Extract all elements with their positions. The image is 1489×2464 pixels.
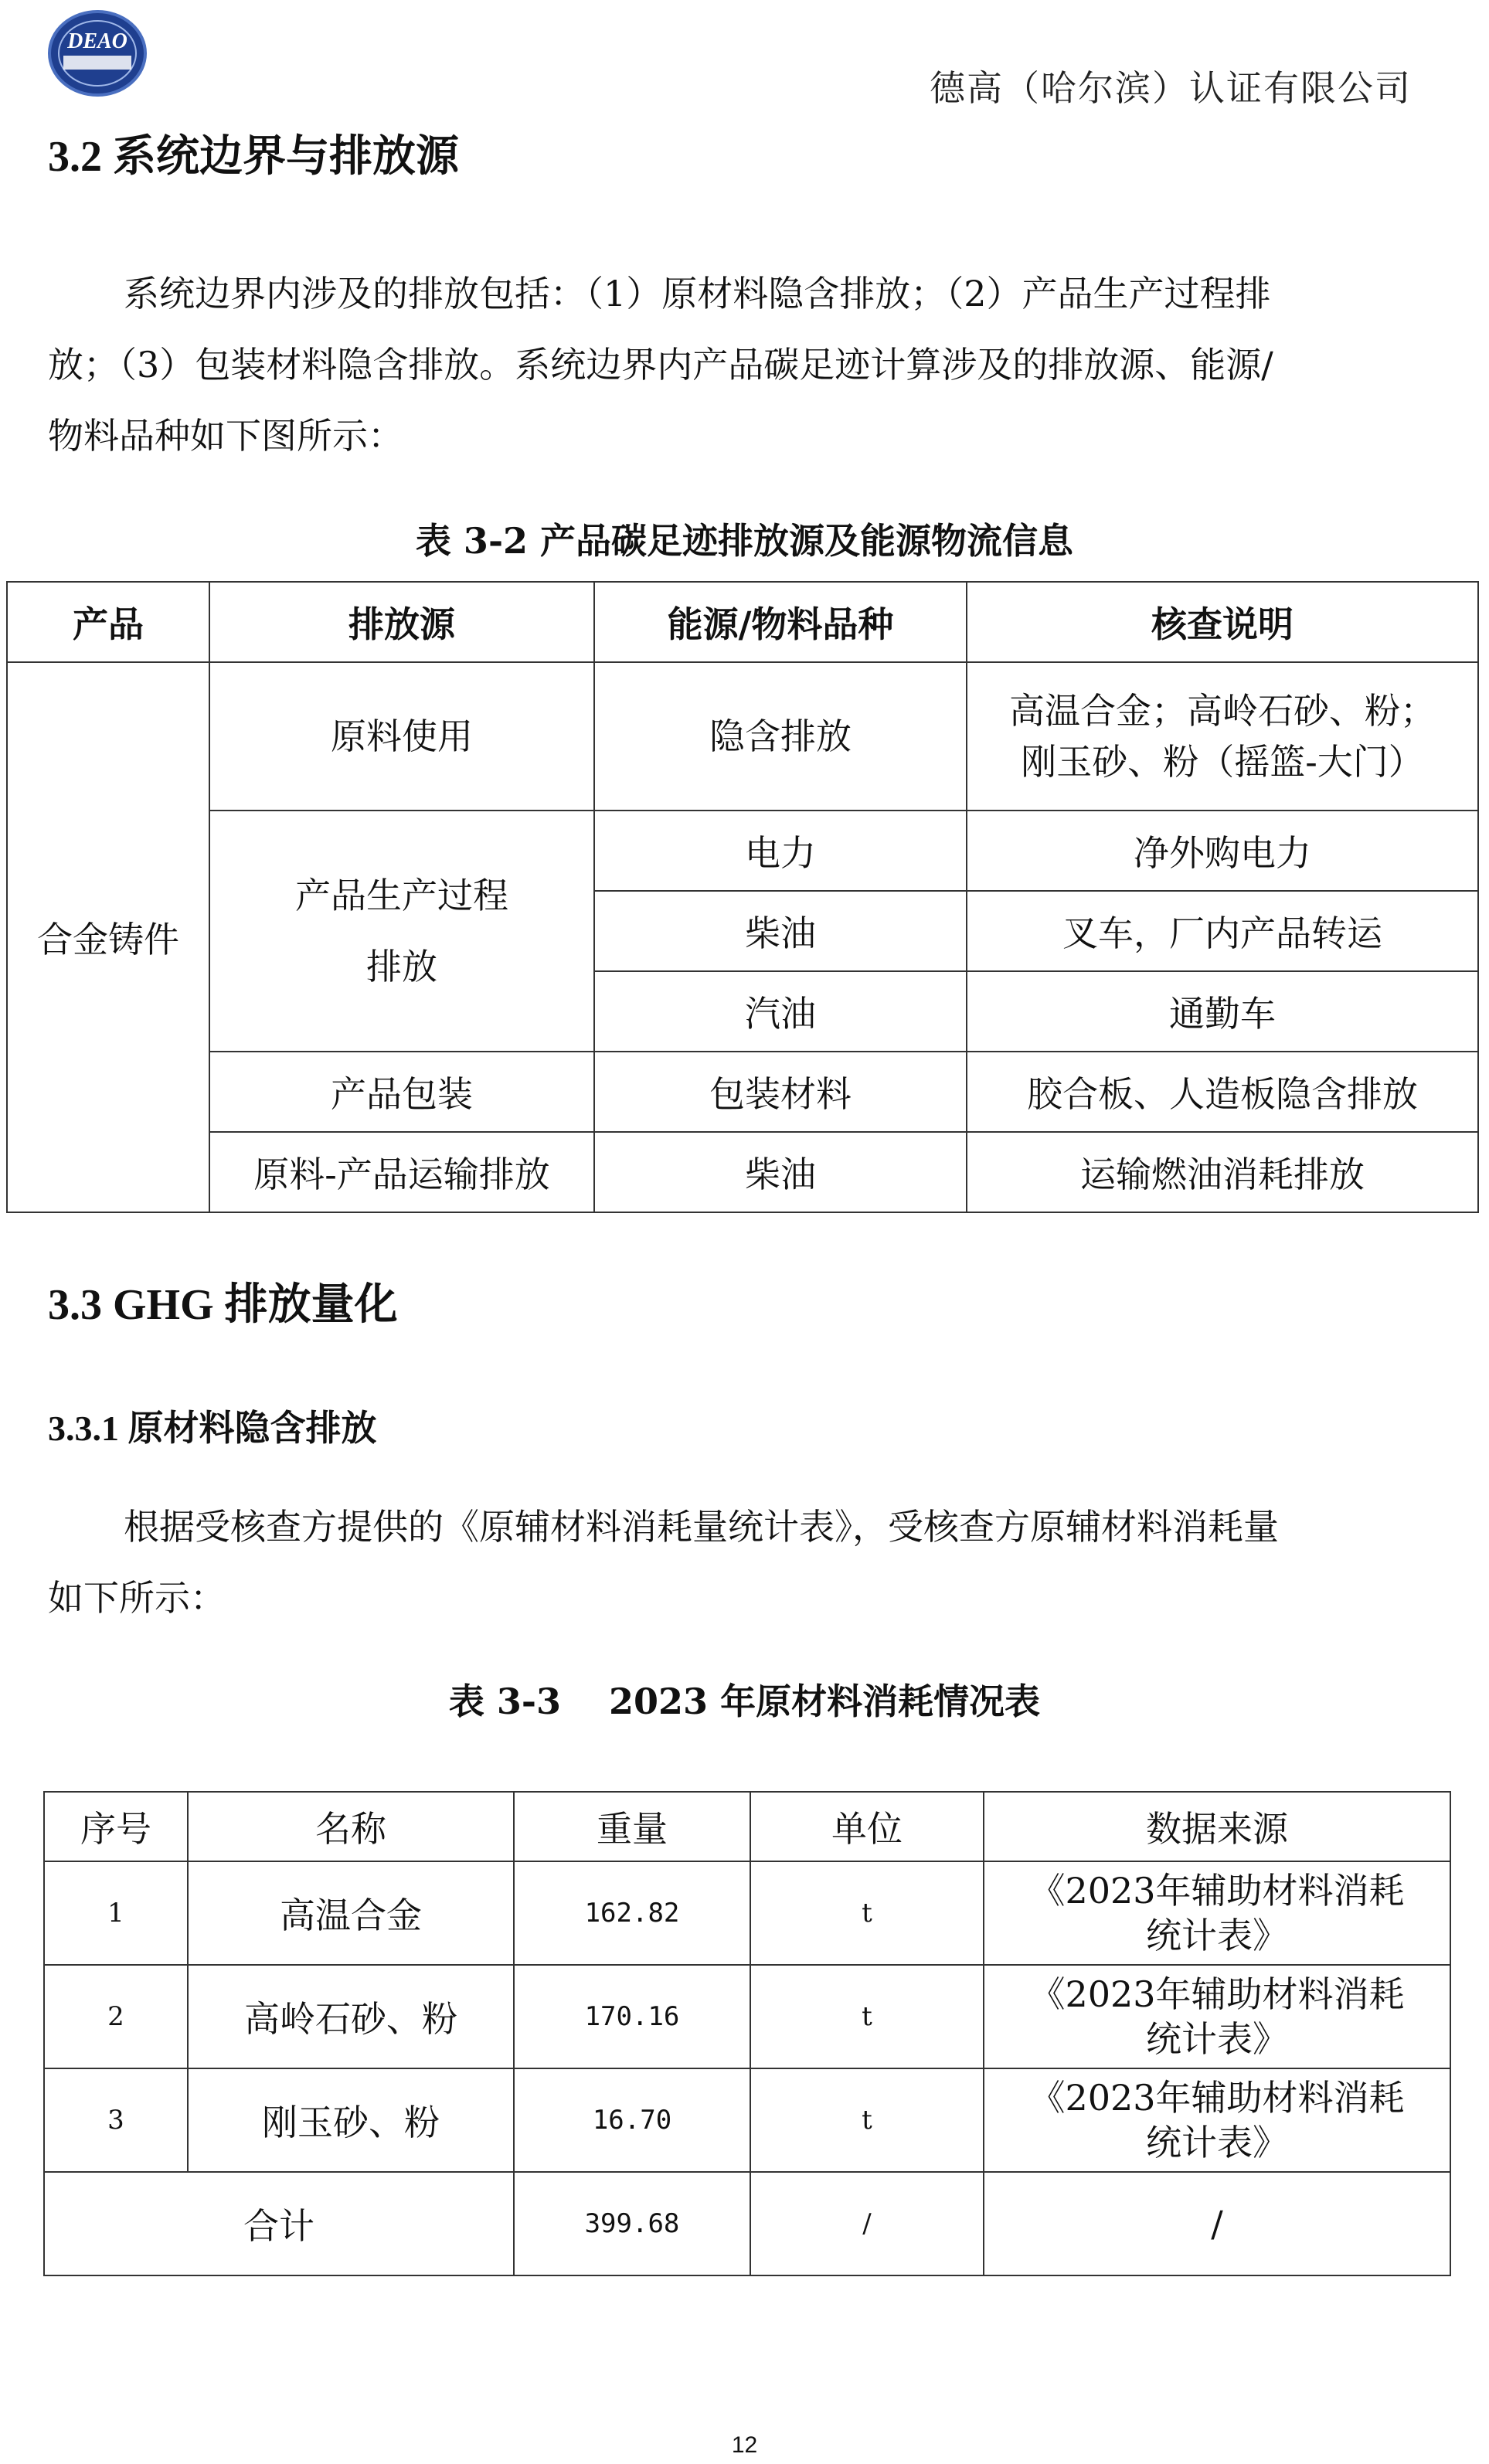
header-cell: 单位 (750, 1792, 984, 1861)
table-row (44, 1965, 1450, 2068)
logo-text: DEAO (67, 29, 127, 53)
section-title-3-2: 3.2 系统边界与排放源 (48, 133, 459, 181)
note-cell: 运输燃油消耗排放 (967, 1132, 1478, 1212)
unit-cell: t (750, 2068, 984, 2172)
energy-cell: 柴油 (594, 1132, 967, 1212)
total-source-cell: / (984, 2172, 1450, 2275)
emission-source-table (6, 581, 1479, 1213)
energy-cell: 电力 (594, 811, 967, 891)
table-header-row (7, 582, 1478, 662)
row-number-cell: 1 (44, 1861, 188, 1965)
weight-cell: 16.70 (514, 2068, 750, 2172)
table-caption-3-3: 表 3-3 2023 年原材料消耗情况表 (448, 1681, 1041, 1722)
material-name-cell: 高岭石砂、粉 (188, 1965, 514, 2068)
total-label-cell: 合计 (44, 2172, 514, 2275)
paragraph-line: 根据受核查方提供的《原辅材料消耗量统计表》，受核查方原辅材料消耗量 (124, 1506, 1279, 1548)
paragraph-line: 物料品种如下图所示： (48, 415, 403, 457)
table-row (44, 2068, 1450, 2172)
unit-cell: t (750, 1965, 984, 2068)
source-line: 《2023年辅助材料消耗 (1029, 1870, 1405, 1912)
source-line: 产品生产过程 (295, 875, 508, 916)
subsection-title-3-3-1: 3.3.1 原材料隐含排放 (48, 1409, 377, 1448)
paragraph-line: 系统边界内涉及的排放包括：（1）原材料隐含排放；（2）产品生产过程排 (124, 273, 1271, 314)
product-cell: 合金铸件 (7, 662, 209, 1212)
energy-cell: 汽油 (594, 971, 967, 1052)
source-cell: 原料使用 (209, 662, 594, 811)
source-line: 统计表》 (1146, 1915, 1288, 1956)
data-source-cell (984, 2068, 1450, 2172)
paragraph-line: 如下所示： (48, 1577, 226, 1619)
total-unit-cell: / (750, 2172, 984, 2275)
section-title-3-3: 3.3 GHG 排放量化 (48, 1281, 398, 1329)
source-line: 统计表》 (1146, 2122, 1288, 2163)
source-cell: 产品包装 (209, 1052, 594, 1132)
source-cell (209, 811, 594, 1052)
energy-cell: 隐含排放 (594, 662, 967, 811)
header-cell: 产品 (7, 582, 209, 662)
table-row (7, 811, 1478, 891)
note-line: 高温合金；高岭石砂、粉； (1009, 690, 1436, 732)
source-line: 排放 (366, 946, 437, 987)
row-number-cell: 2 (44, 1965, 188, 2068)
page-number: 12 (731, 2432, 758, 2458)
table-row (7, 662, 1478, 811)
header-cell: 数据来源 (984, 1792, 1450, 1861)
material-name-cell: 高温合金 (188, 1861, 514, 1965)
row-number-cell: 3 (44, 2068, 188, 2172)
source-cell: 原料-产品运输排放 (209, 1132, 594, 1212)
note-cell: 净外购电力 (967, 811, 1478, 891)
data-source-cell (984, 1965, 1450, 2068)
data-source-cell (984, 1861, 1450, 1965)
total-weight-cell: 399.68 (514, 2172, 750, 2275)
paragraph-line: 放；（3）包装材料隐含排放。系统边界内产品碳足迹计算涉及的排放源、能源/ (48, 344, 1273, 386)
source-line: 《2023年辅助材料消耗 (1029, 2077, 1405, 2119)
note-cell: 胶合板、人造板隐含排放 (967, 1052, 1478, 1132)
header-cell: 能源/物料品种 (594, 582, 967, 662)
raw-material-table (43, 1791, 1451, 2276)
material-name-cell: 刚玉砂、粉 (188, 2068, 514, 2172)
note-cell: 通勤车 (967, 971, 1478, 1052)
source-line: 统计表》 (1146, 2018, 1288, 2060)
header-cell: 重量 (514, 1792, 750, 1861)
header-cell: 核查说明 (967, 582, 1478, 662)
header-cell: 排放源 (209, 582, 594, 662)
table-header-row (44, 1792, 1450, 1861)
unit-cell: t (750, 1861, 984, 1965)
energy-cell: 柴油 (594, 891, 967, 971)
table-row (44, 1861, 1450, 1965)
table-total-row (44, 2172, 1450, 2275)
note-cell (967, 662, 1478, 811)
weight-cell: 170.16 (514, 1965, 750, 2068)
note-line: 刚玉砂、粉（摇篮-大门） (1021, 741, 1424, 783)
note-cell: 叉车，厂内产品转运 (967, 891, 1478, 971)
company-name: 德高（哈尔滨）认证有限公司 (930, 67, 1412, 109)
company-logo (46, 9, 148, 97)
source-line: 《2023年辅助材料消耗 (1029, 1973, 1405, 2015)
weight-cell: 162.82 (514, 1861, 750, 1965)
header-cell: 名称 (188, 1792, 514, 1861)
energy-cell: 包装材料 (594, 1052, 967, 1132)
table-row (7, 1132, 1478, 1212)
table-row (7, 1052, 1478, 1132)
table-caption-3-2: 表 3-2 产品碳足迹排放源及能源物流信息 (415, 520, 1074, 562)
header-cell: 序号 (44, 1792, 188, 1861)
